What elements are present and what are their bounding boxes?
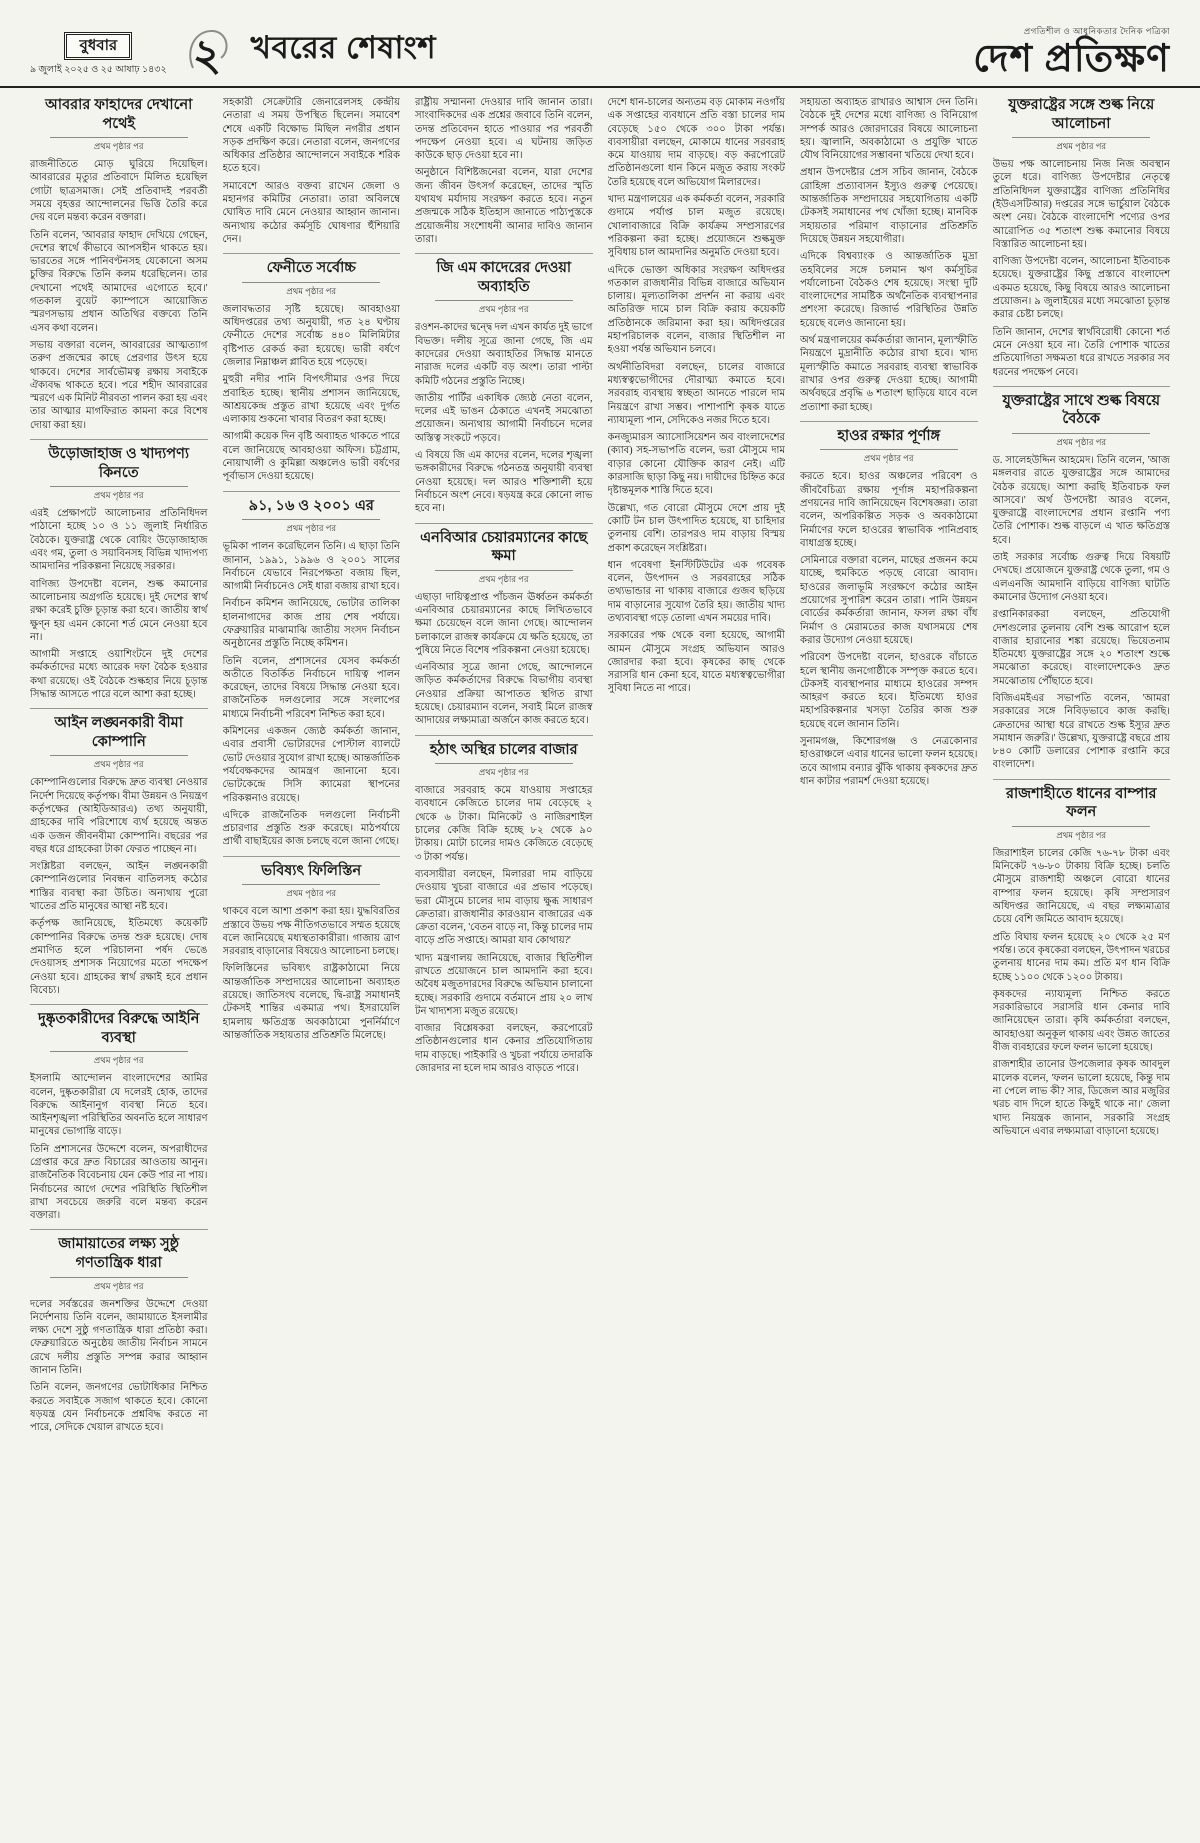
article-paragraph: আগামী সপ্তাহে ওয়াশিংটনে দুই দেশের কর্মকর্তাদের মধ্যে আরেক দফা বৈঠক হওয়ার কথা রয়েছে। ওই বৈঠকে শুল্কহার নিয়ে চূড়ান্ত সিদ্ধান্ত আসতে পারে বলে আশা করা হচ্ছে।	[30, 649, 208, 700]
weekday-label: বুধবার	[79, 38, 118, 54]
article-paragraph: অর্থ মন্ত্রণালয়ের কর্মকর্তারা জানান, মূল্যস্ফীতি নিয়ন্ত্রণে মুদ্রানীতি কঠোর রাখা হবে। খাদ্য মূল্যস্ফীতি কমাতে সরবরাহ ব্যবস্থা স্বাভাবিক রাখার ওপর গুরুত্ব দেওয়া হচ্ছে। আগামী অর্থবছরে প্রবৃদ্ধি ৬ শতাংশ ছাড়িয়ে যাবে বলে প্রত্যাশা করা হচ্ছে।	[800, 335, 978, 413]
article-headline: ফেনীতে সর্বোচ্চ	[223, 253, 401, 282]
continued-from-label: প্রথম পৃষ্ঠার পর	[1012, 433, 1150, 450]
article-paragraph: সভায় বক্তারা বলেন, আবরারের আত্মত্যাগ তরুণ প্রজন্মের কাছে প্রেরণার উৎস হয়ে থাকবে। দেশের সার্বভৌমত্ব রক্ষায় সবাইকে ঐক্যবদ্ধ থাকতে হবে। পরে শহীদ আবরারের স্মরণে এক মিনিট নীরবতা পালন করা হয় এবং তার আত্মার মাগফিরাত কামনা করে বিশেষ দোয়া করা হয়।	[30, 339, 208, 431]
article-paragraph: তাই সরকার সর্বোচ্চ গুরুত্ব দিয়ে বিষয়টি দেখছে। প্রয়োজনে যুক্তরাষ্ট্র থেকে তুলা, গম ও এলএনজি আমদানি বাড়িয়ে বাণিজ্য ঘাটতি কমানোর উদ্যোগ নেওয়া হবে।	[992, 552, 1170, 603]
article-headline: দুষ্কৃতকারীদের বিরুদ্ধে আইনি ব্যবস্থা	[30, 1004, 208, 1051]
continued-from-label: প্রথম পৃষ্ঠার পর	[242, 884, 380, 901]
paper-name: দেশ প্রতিক্ষণ	[973, 38, 1170, 80]
continued-from-label: প্রথম পৃষ্ঠার পর	[50, 755, 188, 772]
continued-from-label: প্রথম পৃষ্ঠার পর	[435, 300, 573, 317]
page-number: ২	[192, 31, 222, 80]
continued-from-label: প্রথম পৃষ্ঠার পর	[1012, 137, 1150, 154]
continued-from-label: প্রথম পৃষ্ঠার পর	[242, 519, 380, 536]
continued-from-label: প্রথম পৃষ্ঠার পর	[50, 1051, 188, 1068]
continued-from-label: প্রথম পৃষ্ঠার পর	[242, 282, 380, 299]
article-paragraph: তিনি জানান, দেশের স্বার্থবিরোধী কোনো শর্ত মেনে নেওয়া হবে না। তৈরি পোশাক খাতের প্রতিযোগিতা সক্ষমতা ধরে রাখতে সরকার সব ধরনের পদক্ষেপ নেবে।	[992, 326, 1170, 378]
article-paragraph: রাষ্ট্রীয় সম্মাননা দেওয়ার দাবি জানান তারা। সাংবাদিকদের এক প্রশ্নের জবাবে তিনি বলেন, তদন্ত প্রতিবেদন হাতে পাওয়ার পর পরবর্তী পদক্ষেপ নেওয়া হবে। এ ঘটনায় জড়িত কাউকে ছাড় দেওয়া হবে না।	[415, 97, 593, 162]
article-paragraph: জিরাশাইল চালের কেজি ৭৬-৭৮ টাকা এবং মিনিকেট ৭৬-৮০ টাকায় বিক্রি হচ্ছে। চলতি মৌসুমে রাজশাহী অঞ্চলে বোরো ধানের বাম্পার ফলন হয়েছে। কৃষি সম্প্রসারণ অধিদপ্তর জানিয়েছে, এ বছর লক্ষ্যমাত্রার চেয়ে বেশি জমিতে আবাদ হয়েছে।	[992, 847, 1170, 926]
news-column-3	[415, 96, 593, 1829]
article-paragraph: বাজার বিশ্লেষকরা বলছেন, করপোরেট প্রতিষ্ঠানগুলোর ধান কেনার প্রতিযোগিতায় দাম বাড়ছে। পাইকারি ও খুচরা পর্যায়ে তদারকি জোরদার না হলে দাম আরও বাড়তে পারে।	[415, 1023, 593, 1075]
weekday-box	[64, 32, 132, 60]
article-paragraph: এদিকে বিশ্বব্যাংক ও আন্তর্জাতিক মুদ্রা তহবিলের সঙ্গে চলমান ঋণ কর্মসূচির পর্যালোচনা বৈঠকও শেষ হয়েছে। সংস্থা দুটি বাংলাদেশের সামষ্টিক অর্থনৈতিক ব্যবস্থাপনার প্রশংসা করেছে। রিজার্ভ পরিস্থিতির উন্নতি হয়েছে বলেও জানানো হয়।	[800, 251, 978, 329]
article-paragraph: সুনামগঞ্জ, কিশোরগঞ্জ ও নেত্রকোনার হাওরাঞ্চলে এবার ধানের ভালো ফলন হয়েছে। তবে আগাম বন্যার ঝুঁকি থাকায় কৃষকদের দ্রুত ধান কাটার পরামর্শ দেওয়া হয়েছে।	[800, 736, 978, 787]
article-paragraph: বাজারে সরবরাহ কমে যাওয়ায় সপ্তাহের ব্যবধানে কেজিতে চালের দাম বেড়েছে ২ থেকে ৬ টাকা। মিনিকেট ও নাজিরশাইল চালের কেজি বিক্রি হচ্ছে ৮২ থেকে ৯০ টাকায়। মোটা চালের দামও কেজিতে বেড়েছে ৩ টাকা পর্যন্ত।	[415, 785, 593, 863]
section-title: খবরের শেষাংশ	[250, 30, 437, 65]
page-header	[0, 0, 1200, 88]
article-headline: জামায়াতের লক্ষ্য সুষ্ঠু গণতান্ত্রিক ধারা	[30, 1229, 208, 1276]
date-line: ৯ জুলাই ২০২৫ ও ২৫ আষাঢ় ১৪৩২	[30, 65, 167, 75]
article-headline: হাওর রক্ষার পূর্ণাঙ্গ	[800, 421, 978, 450]
article-paragraph: উল্লেখ্য, গত বোরো মৌসুমে দেশে প্রায় দুই কোটি টন চাল উৎপাদিত হয়েছে, যা চাহিদার তুলনায় বেশি। তারপরও দাম বাড়ায় বিস্ময় প্রকাশ করেছেন সংশ্লিষ্টরা।	[607, 502, 785, 554]
article-headline: রাজশাহীতে ধানের বাম্পার ফলন	[993, 779, 1171, 826]
article-paragraph: মুহুরী নদীর পানি বিপৎসীমার ওপর দিয়ে প্রবাহিত হচ্ছে। স্থানীয় প্রশাসন জানিয়েছে, আশ্রয়কেন্দ্র প্রস্তুত রাখা হয়েছে এবং দুর্গত এলাকায় শুকনো খাবার বিতরণ করা হচ্ছে।	[222, 374, 400, 426]
continued-from-label: প্রথম পৃষ্ঠার পর	[50, 1277, 188, 1294]
article-paragraph: জলাবদ্ধতার সৃষ্টি হয়েছে। আবহাওয়া অধিদপ্তরের তথ্য অনুযায়ী, গত ২৪ ঘণ্টায় ফেনীতে দেশের সর্বোচ্চ ৪৪০ মিলিমিটার বৃষ্টিপাত রেকর্ড করা হয়েছে। ভারী বর্ষণে জেলার নিম্নাঞ্চল প্লাবিত হয়ে পড়েছে।	[222, 303, 400, 368]
article-paragraph: জাতীয় পার্টির একাধিক জ্যেষ্ঠ নেতা বলেন, দলের এই ভাঙন ঠেকাতে এখনই সমঝোতা প্রয়োজন। অন্যথায় আগামী নির্বাচনে দলের অস্তিত্ব সংকটে পড়বে।	[415, 392, 593, 444]
article-paragraph: আগামী কয়েক দিন বৃষ্টি অব্যাহত থাকতে পারে বলে জানিয়েছে আবহাওয়া অফিস। চট্টগ্রাম, নোয়াখালী ও কুমিল্লা অঞ্চলেও ভারী বর্ষণের পূর্বাভাস দেওয়া হয়েছে।	[222, 431, 400, 483]
article-paragraph: অনুষ্ঠানে বিশিষ্টজনেরা বলেন, যারা দেশের জন্য জীবন উৎসর্গ করেছেন, তাদের স্মৃতি যথাযথ মর্যাদায় সংরক্ষণ করতে হবে। নতুন প্রজন্মকে সঠিক ইতিহাস জানাতে পাঠ্যপুস্তকে প্রয়োজনীয় সংশোধনী আনার দাবিও জানান তারা।	[415, 167, 593, 245]
article-paragraph: কোম্পানিগুলোর বিরুদ্ধে দ্রুত ব্যবস্থা নেওয়ার নির্দেশ দিয়েছে কর্তৃপক্ষ। বীমা উন্নয়ন ও নিয়ন্ত্রণ কর্তৃপক্ষের (আইডিআরএ) তথ্য অনুযায়ী, গ্রাহকের দাবি পরিশোধে ব্যর্থ হয়েছে অন্তত এক ডজন জীবনবীমা কোম্পানি। বছরের পর বছর ধরে গ্রাহকেরা টাকা ফেরত পাচ্ছেন না।	[30, 777, 208, 855]
article-paragraph: এরই প্রেক্ষাপটে আলোচনার প্রতিনিধিদল পাঠানো হচ্ছে ১০ ও ১১ জুলাই নির্ধারিত বৈঠকে। যুক্তরাষ্ট্র থেকে বোয়িং উড়োজাহাজ এবং গম, তুলা ও সয়াবিনসহ বিভিন্ন খাদ্যপণ্য আমদানির পরিকল্পনা নিয়েছে সরকার।	[30, 508, 208, 573]
article-paragraph: দেশে ধান-চালের অন্যতম বড় মোকাম নওগাঁয় এক সপ্তাহের ব্যবধানে প্রতি বস্তা চালের দাম বেড়েছে ১৫০ থেকে ৩০০ টাকা পর্যন্ত। ব্যবসায়ীরা বলছেন, মোকামে ধানের সরবরাহ কমে যাওয়ায় দাম বাড়ছে। বড় করপোরেট প্রতিষ্ঠানগুলো ধান কিনে মজুত করায় সংকট তৈরি হয়েছে বলে অভিযোগ মিলারদের।	[607, 97, 785, 188]
article-paragraph: খাদ্য মন্ত্রণালয় জানিয়েছে, বাজার স্থিতিশীল রাখতে প্রয়োজনে চাল আমদানি করা হবে। অবৈধ মজুতদারদের বিরুদ্ধে অভিযান চালানো হচ্ছে। সরকারি গুদামে বর্তমানে প্রায় ২০ লাখ টন খাদ্যশস্য মজুত রয়েছে।	[415, 952, 593, 1017]
article-paragraph: কমিশনের একজন জ্যেষ্ঠ কর্মকর্তা জানান, এবার প্রবাসী ভোটারদের পোস্টাল ব্যালটে ভোট দেওয়ার সুযোগ রাখা হচ্ছে। আন্তর্জাতিক পর্যবেক্ষকদের আমন্ত্রণ জানানো হবে। ভোটকেন্দ্রে সিসি ক্যামেরা স্থাপনের পরিকল্পনাও রয়েছে।	[222, 726, 400, 804]
article-paragraph: কর্তৃপক্ষ জানিয়েছে, ইতিমধ্যে কয়েকটি কোম্পানির বিরুদ্ধে তদন্ত শুরু হয়েছে। দোষ প্রমাণিত হলে পরিচালনা পর্ষদ ভেঙে দেওয়াসহ প্রশাসক নিয়োগের মতো পদক্ষেপ নেওয়া হবে। গ্রাহকের স্বার্থ রক্ষাই হবে প্রধান বিবেচ্য।	[30, 918, 208, 996]
article-paragraph: ব্যবসায়ীরা বলছেন, মিলাররা দাম বাড়িয়ে দেওয়ায় খুচরা বাজারে এর প্রভাব পড়েছে। ভরা মৌসুমে চালের দাম বাড়ায় ক্ষুব্ধ সাধারণ ক্রেতারা। রাজধানীর কারওয়ান বাজারের এক ক্রেতা বলেন, 'বেতন বাড়ে না, কিন্তু চালের দাম বাড়ে প্রতি সপ্তাহে। আমরা যাব কোথায়?'	[415, 868, 593, 947]
article-headline: হঠাৎ অস্থির চালের বাজার	[415, 735, 593, 764]
article-paragraph: তিনি বলেন, 'আবরার ফাহাদ দেখিয়ে গেছেন, দেশের স্বার্থে কীভাবে আপসহীন থাকতে হয়। ভারতের সঙ্গে পানিবণ্টনসহ যেকোনো অসম চুক্তির বিরুদ্ধে তিনি কলম ধরেছিলেন। তার দেখানো পথেই আমাদের এগোতে হবে।' গতকাল বুয়েট ক্যাম্পাসে আয়োজিত স্মরণসভায় প্রধান অতিথির বক্তব্যে তিনি এসব কথা বলেন।	[30, 229, 208, 334]
article-paragraph: সরকারের পক্ষ থেকে বলা হয়েছে, আগামী আমন মৌসুমে সংগ্রহ অভিযান আরও জোরদার করা হবে। কৃষকের কাছ থেকে সরাসরি ধান কেনা হবে, যাতে মধ্যস্বত্বভোগীরা সুবিধা নিতে না পারে।	[607, 630, 785, 695]
article-paragraph: অর্থনীতিবিদরা বলছেন, চালের বাজারে মধ্যস্বত্বভোগীদের দৌরাত্ম্য কমাতে হবে। সরবরাহ ব্যবস্থায় স্বচ্ছতা আনতে পারলে দাম নিয়ন্ত্রণে রাখা সম্ভব। পাশাপাশি কৃষক যাতে ন্যায্যমূল্য পান, সেদিকেও নজর দিতে হবে।	[607, 361, 785, 426]
article-paragraph: এ বিষয়ে জি এম কাদের বলেন, দলের শৃঙ্খলা ভঙ্গকারীদের বিরুদ্ধে গঠনতন্ত্র অনুযায়ী ব্যবস্থা নেওয়া হয়েছে। দল আরও শক্তিশালী হয়ে নির্বাচনে অংশ নেবে। ষড়যন্ত্র করে কোনো লাভ হবে না।	[415, 450, 593, 515]
article-paragraph: ভূমিকা পালন করেছিলেন তিনি। এ ছাড়া তিনি জানান, ১৯৯১, ১৯৯৬ ও ২০০১ সালের নির্বাচনে যেভাবে নিরপেক্ষতা বজায় ছিল, আগামী নির্বাচনেও সেই ধারা বজায় রাখা হবে।	[222, 541, 400, 593]
article-paragraph: রওশন-কাদের দ্বন্দ্বে দল এখন কার্যত দুই ভাগে বিভক্ত। দলীয় সূত্রে জানা গেছে, জি এম কাদেরের দেওয়া অব্যাহতির সিদ্ধান্ত মানতে নারাজ দলের একটি বড় অংশ। তারা পাল্টা কমিটি গঠনের প্রস্তুতি নিচ্ছে।	[415, 322, 593, 387]
continued-from-label: প্রথম পৃষ্ঠার পর	[820, 449, 958, 466]
news-column-1	[30, 96, 208, 1829]
continued-from-label: প্রথম পৃষ্ঠার পর	[1012, 826, 1150, 843]
continued-from-label: প্রথম পৃষ্ঠার পর	[435, 763, 573, 780]
article-paragraph: দলের সর্বস্তরের জনশক্তির উদ্দেশে দেওয়া নির্দেশনায় তিনি বলেন, জামায়াতে ইসলামীর লক্ষ্য দেশে সুষ্ঠু গণতান্ত্রিক ধারা প্রতিষ্ঠা করা। ফেব্রুয়ারিতে অনুষ্ঠেয় জাতীয় নির্বাচন সামনে রেখে দলীয় প্রস্তুতি সম্পন্ন করার আহ্বান জানান তিনি।	[30, 1298, 208, 1377]
article-paragraph: খাদ্য মন্ত্রণালয়ের এক কর্মকর্তা বলেন, সরকারি গুদামে পর্যাপ্ত চাল মজুত রয়েছে। খোলাবাজারে বিক্রি কার্যক্রম সম্প্রসারণের পরিকল্পনা করা হচ্ছে। প্রয়োজনে শুল্কমুক্ত সুবিধায় চাল আমদানির অনুমতি দেওয়া হবে।	[607, 194, 785, 259]
article-headline: আইন লঙ্ঘনকারী বীমা কোম্পানি	[30, 708, 208, 755]
article-paragraph: প্রধান উপদেষ্টার প্রেস সচিব জানান, বৈঠকে রোহিঙ্গা প্রত্যাবাসন ইস্যুও গুরুত্ব পেয়েছে। আন্তর্জাতিক সম্প্রদায়ের সহযোগিতায় একটি টেকসই সমাধানের পথ খোঁজা হচ্ছে। মানবিক সহায়তার পরিমাণ বাড়ানোর প্রতিশ্রুতি দিয়েছে উন্নয়ন সহযোগীরা।	[800, 167, 978, 245]
article-paragraph: ইসলামি আন্দোলন বাংলাদেশের আমির বলেন, দুষ্কৃতকারীরা যে দলেরই হোক, তাদের বিরুদ্ধে আইনানুগ ব্যবস্থা নিতে হবে। আইনশৃঙ্খলা পরিস্থিতির অবনতি হলে সাধারণ মানুষের ভোগান্তি বাড়ে।	[30, 1073, 208, 1138]
article-paragraph: নির্বাচন কমিশন জানিয়েছে, ভোটার তালিকা হালনাগাদের কাজ প্রায় শেষ পর্যায়ে। ফেব্রুয়ারির মাঝামাঝি জাতীয় সংসদ নির্বাচন অনুষ্ঠানের প্রস্তুতি নিচ্ছে কমিশন।	[222, 598, 400, 650]
article-headline: এনবিআর চেয়ারম্যানের কাছে ক্ষমা	[415, 523, 593, 570]
article-headline: যুক্তরাষ্ট্রের সাথে শুল্ক বিষয়ে বৈঠকে	[993, 386, 1171, 433]
paper-tagline: প্রগতিশীল ও আধুনিকতার দৈনিক পত্রিকা	[1023, 26, 1170, 36]
article-paragraph: তিনি বলেন, জনগণের ভোটাধিকার নিশ্চিত করতে সবাইকে সজাগ থাকতে হবে। কোনো ষড়যন্ত্র যেন নির্বাচনকে প্রশ্নবিদ্ধ করতে না পারে, সেদিকে খেয়াল রাখতে হবে।	[30, 1382, 208, 1434]
continued-from-label: প্রথম পৃষ্ঠার পর	[435, 570, 573, 587]
article-paragraph: এদিকে ভোক্তা অধিকার সংরক্ষণ অধিদপ্তর গতকাল রাজধানীর বিভিন্ন বাজারে অভিযান চালায়। মূল্যতালিকা প্রদর্শন না করায় এবং অতিরিক্ত দামে চাল বিক্রি করায় কয়েকটি প্রতিষ্ঠানকে জরিমানা করা হয়। অধিদপ্তরের মহাপরিচালক বলেন, বাজার স্থিতিশীল না হওয়া পর্যন্ত অভিযান চলবে।	[607, 264, 785, 356]
news-column-6	[993, 96, 1171, 1829]
article-paragraph: উভয় পক্ষ আলোচনায় নিজ নিজ অবস্থান তুলে ধরে। বাণিজ্য উপদেষ্টার নেতৃত্বে প্রতিনিধিদল যুক্তরাষ্ট্রের বাণিজ্য প্রতিনিধির (ইউএসটিআর) দপ্তরের সঙ্গে ভার্চুয়াল বৈঠকে অংশ নেয়। বৈঠকে বাংলাদেশি পণ্যের ওপর আরোপিত ৩৫ শতাংশ শুল্ক কমানোর বিষয়ে বিস্তারিত আলোচনা হয়।	[992, 159, 1170, 250]
article-paragraph: প্রতি বিঘায় ফলন হয়েছে ২০ থেকে ২৫ মণ পর্যন্ত। তবে কৃষকেরা বলছেন, উৎপাদন খরচের তুলনায় ধানের দাম কম। প্রতি মণ ধান বিক্রি হচ্ছে ১১০০ থেকে ১২০০ টাকায়।	[992, 931, 1170, 983]
article-paragraph: সেমিনারে বক্তারা বলেন, মাছের প্রজনন কমে যাচ্ছে, হুমকিতে পড়ছে বোরো আবাদ। হাওরের জলাভূমি সংরক্ষণে কঠোর আইন প্রয়োগের সুপারিশ করেন তারা। পানি উন্নয়ন বোর্ডের কর্মকর্তারা জানান, ফসল রক্ষা বাঁধ নির্মাণ ও মেরামতের কাজ যথাসময়ে শেষ করার উদ্যোগ নেওয়া হয়েছে।	[800, 555, 978, 646]
article-paragraph: বিজিএমইএর সভাপতি বলেন, 'আমরা সরকারের সঙ্গে নিবিড়ভাবে কাজ করছি। ক্রেতাদের আস্থা ধরে রাখতে শুল্ক ইস্যুর দ্রুত সমাধান জরুরি।' উল্লেখ্য, যুক্তরাষ্ট্রে বছরে প্রায় ৮৪০ কোটি ডলারের পোশাক রপ্তানি করে বাংলাদেশ।	[992, 692, 1170, 771]
article-paragraph: রাজশাহীর তানোর উপজেলার কৃষক আবদুল মালেক বলেন, 'ফলন ভালো হয়েছে, কিন্তু দাম না পেলে লাভ কী? সার, ডিজেল আর মজুরির খরচ বাদ দিলে হাতে কিছুই থাকে না।' জেলা খাদ্য নিয়ন্ত্রক জানান, সরকারি সংগ্রহ অভিযানে এবার লক্ষ্যমাত্রা বাড়ানো হয়েছে।	[992, 1059, 1170, 1137]
article-paragraph: কনজ্যুমারস অ্যাসোসিয়েশন অব বাংলাদেশের (ক্যাব) সহ-সভাপতি বলেন, ভরা মৌসুমে দাম বাড়ার কোনো যৌক্তিক কারণ নেই। এটি কারসাজি ছাড়া কিছু নয়। দায়ীদের চিহ্নিত করে দৃষ্টান্তমূলক শাস্তি দিতে হবে।	[607, 432, 785, 497]
article-headline: ৯১, ১৬ ও ২০০১ এর	[223, 491, 401, 520]
article-headline: জি এম কাদেরের দেওয়া অব্যাহতি	[415, 253, 593, 300]
article-paragraph: রাজনীতিতে মোড় ঘুরিয়ে দিয়েছিল। আবরারের মৃত্যুর প্রতিবাদে মিলিত হয়েছিল গোটা ছাত্রসমাজ। সেই প্রতিবাদই পরবর্তী সময়ে বৃহত্তর আন্দোলনের ভিত্তি তৈরি করে দেয় বলে মন্তব্য করেন বক্তারা।	[30, 159, 208, 224]
news-column-5	[800, 96, 978, 1829]
article-paragraph: বাণিজ্য উপদেষ্টা বলেন, আলোচনা ইতিবাচক হয়েছে। যুক্তরাষ্ট্রের কিছু প্রস্তাবে বাংলাদেশ একমত হয়েছে, কিছু বিষয়ে আরও আলোচনা প্রয়োজন। ৯ জুলাইয়ের মধ্যে সমঝোতা চূড়ান্ত করার চেষ্টা চলছে।	[992, 256, 1170, 321]
article-paragraph: এছাড়া দায়িত্বপ্রাপ্ত পাঁচজন ঊর্ধ্বতন কর্মকর্তা এনবিআর চেয়ারম্যানের কাছে লিখিতভাবে ক্ষমা চেয়েছেন বলে জানা গেছে। আন্দোলন চলাকালে রাজস্ব কার্যক্রমে যে ক্ষতি হয়েছে, তা পুষিয়ে নিতে বিশেষ পরিকল্পনা নেওয়া হয়েছে।	[415, 591, 593, 656]
article-paragraph: বাণিজ্য উপদেষ্টা বলেন, শুল্ক কমানোর আলোচনায় অগ্রগতি হয়েছে। দুই দেশের স্বার্থ রক্ষা করেই চুক্তি চূড়ান্ত করা হবে। জাতীয় স্বার্থ ক্ষুণ্ন হয় এমন কোনো শর্ত মেনে নেওয়া হবে না।	[30, 578, 208, 643]
article-paragraph: সংশ্লিষ্টরা বলছেন, আইন লঙ্ঘনকারী কোম্পানিগুলোর নিবন্ধন বাতিলসহ কঠোর শাস্তির ব্যবস্থা করা উচিত। অন্যথায় পুরো খাতের প্রতি মানুষের আস্থা নষ্ট হবে।	[30, 861, 208, 913]
date-block	[30, 32, 167, 78]
article-paragraph: রপ্তানিকারকরা বলছেন, প্রতিযোগী দেশগুলোর তুলনায় বেশি শুল্ক আরোপ হলে বাজার হারানোর শঙ্কা রয়েছে। ভিয়েতনাম ইতিমধ্যে যুক্তরাষ্ট্রের সঙ্গে ২০ শতাংশ শুল্কে সমঝোতা করেছে। বাংলাদেশকেও দ্রুত সমঝোতায় পৌঁছাতে হবে।	[992, 609, 1170, 687]
article-paragraph: সহায়তা অব্যাহত রাখারও আশ্বাস দেন তিনি। বৈঠকে দুই দেশের মধ্যে বাণিজ্য ও বিনিয়োগ সম্পর্ক আরও জোরদারের বিষয়ে আলোচনা হয়। জ্বালানি, অবকাঠামো ও প্রযুক্তি খাতে যৌথ বিনিয়োগের সম্ভাবনা খতিয়ে দেখা হবে।	[800, 97, 978, 162]
continued-from-label: প্রথম পৃষ্ঠার পর	[50, 137, 188, 154]
article-paragraph: সহকারী সেক্রেটারি জেনারেলসহ কেন্দ্রীয় নেতারা এ সময় উপস্থিত ছিলেন। সমাবেশ শেষে একটি বিক্ষোভ মিছিল নগরীর প্রধান সড়ক প্রদক্ষিণ করে। নেতারা বলেন, জনগণের অধিকার প্রতিষ্ঠার আন্দোলনে সবাইকে শরিক হতে হবে।	[222, 97, 400, 175]
article-paragraph: সমাবেশে আরও বক্তব্য রাখেন জেলা ও মহানগর কমিটির নেতারা। তারা অবিলম্বে ঘোষিত দাবি মেনে নেওয়ার আহ্বান জানান। অন্যথায় কঠোর কর্মসূচি ঘোষণার হুঁশিয়ারি দেন।	[222, 180, 400, 245]
continued-from-label: প্রথম পৃষ্ঠার পর	[50, 486, 188, 503]
article-paragraph: এনবিআর সূত্রে জানা গেছে, আন্দোলনে জড়িত কর্মকর্তাদের বিরুদ্ধে বিভাগীয় ব্যবস্থা নেওয়ার প্রক্রিয়া আপাতত স্থগিত রাখা হয়েছে। চেয়ারম্যান বলেন, সবাই মিলে রাজস্ব আদায়ের লক্ষ্যমাত্রা অর্জনে কাজ করতে হবে।	[415, 662, 593, 727]
article-headline: যুক্তরাষ্ট্রের সঙ্গে শুল্ক নিয়ে আলোচনা	[1008, 97, 1155, 132]
article-paragraph: থাকবে বলে আশা প্রকাশ করা হয়। যুদ্ধবিরতির প্রস্তাবে উভয় পক্ষ নীতিগতভাবে সম্মত হয়েছে বলে জানিয়েছে মধ্যস্থতাকারীরা। গাজায় ত্রাণ সরবরাহ বাড়ানোর বিষয়েও আলোচনা চলছে।	[222, 906, 400, 958]
columns	[0, 88, 1200, 1843]
article-paragraph: করতে হবে। হাওর অঞ্চলের পরিবেশ ও জীববৈচিত্র্য রক্ষায় পূর্ণাঙ্গ মহাপরিকল্পনা প্রণয়নের দাবি জানিয়েছেন বিশেষজ্ঞরা। তারা বলেন, অপরিকল্পিত সড়ক ও অবকাঠামো নির্মাণের ফলে হাওরের স্বাভাবিক পানিপ্রবাহ বাধাগ্রস্ত হচ্ছে।	[800, 471, 978, 549]
masthead	[973, 25, 1170, 78]
news-column-4	[608, 96, 786, 1829]
article-paragraph: পরিবেশ উপদেষ্টা বলেন, হাওরকে বাঁচাতে হলে স্থানীয় জনগোষ্ঠীকে সম্পৃক্ত করতে হবে। টেকসই ব্যবস্থাপনার মাধ্যমে হাওরের সম্পদ আহরণ করতে হবে। ইতিমধ্যে হাওর মহাপরিকল্পনার খসড়া তৈরির কাজ শুরু হয়েছে বলে জানান তিনি।	[800, 652, 978, 730]
article-headline: উড়োজাহাজ ও খাদ্যপণ্য কিনতে	[30, 439, 208, 486]
article-paragraph: তিনি প্রশাসনের উদ্দেশে বলেন, অপরাধীদের গ্রেপ্তার করে দ্রুত বিচারের আওতায় আনুন। রাজনৈতিক বিবেচনায় যেন কেউ পার না পায়। নির্বাচনের আগে দেশের পরিস্থিতি স্থিতিশীল রাখা সবচেয়ে জরুরি বলে মন্তব্য করেন বক্তারা।	[30, 1143, 208, 1222]
article-headline: আবরার ফাহাদের দেখানো পথেই	[45, 97, 193, 132]
article-paragraph: এদিকে রাজনৈতিক দলগুলো নির্বাচনী প্রচারণার প্রস্তুতি শুরু করেছে। মাঠপর্যায়ে প্রার্থী বাছাইয়ের কাজ চলছে বলে জানা গেছে।	[222, 809, 400, 848]
article-paragraph: কৃষকদের ন্যায্যমূল্য নিশ্চিত করতে সরকারিভাবে সরাসরি ধান কেনার দাবি জানিয়েছেন তারা। কৃষি কর্মকর্তারা বলছেন, আবহাওয়া অনুকূল থাকায় এবং উন্নত জাতের বীজ ব্যবহারের ফলে ফলন ভালো হয়েছে।	[992, 988, 1170, 1054]
article-paragraph: ফিলিস্তিনের ভবিষ্যৎ রাষ্ট্রকাঠামো নিয়ে আন্তর্জাতিক সম্প্রদায়ের আলোচনা অব্যাহত রয়েছে। জাতিসংঘ বলেছে, দ্বি-রাষ্ট্র সমাধানই টেকসই শান্তির একমাত্র পথ। ইসরায়েলি হামলায় ক্ষতিগ্রস্ত অবকাঠামো পুনর্নির্মাণে আন্তর্জাতিক সহায়তার প্রতিশ্রুতি মিলেছে।	[222, 963, 400, 1041]
news-column-2	[223, 96, 401, 1829]
article-paragraph: ড. সালেহউদ্দিন আহমেদ। তিনি বলেন, 'আজ মঙ্গলবার রাতে যুক্তরাষ্ট্রের সঙ্গে আমাদের বৈঠক রয়েছে। আশা করছি ইতিবাচক ফল আসবে।' অর্থ উপদেষ্টা আরও বলেন, যুক্তরাষ্ট্রে বাংলাদেশের প্রধান রপ্তানি পণ্য তৈরি পোশাক। শুল্ক বাড়লে এ খাত ক্ষতিগ্রস্ত হবে।	[992, 454, 1170, 546]
article-paragraph: ধান গবেষণা ইনস্টিটিউটের এক গবেষক বলেন, উৎপাদন ও সরবরাহের সঠিক তথ্যভান্ডার না থাকায় বাজারে গুজব ছড়িয়ে দাম বাড়ানোর সুযোগ তৈরি হয়। জাতীয় খাদ্য তথ্যব্যবস্থা গড়ে তোলা এখন সময়ের দাবি।	[607, 559, 785, 624]
page-number-ornament	[181, 20, 237, 78]
article-paragraph: তিনি বলেন, প্রশাসনের যেসব কর্মকর্তা অতীতে বিতর্কিত নির্বাচনে দায়িত্ব পালন করেছেন, তাদের বিষয়ে সিদ্ধান্ত নেওয়া হবে। রাজনৈতিক দলগুলোর সঙ্গে সংলাপের মাধ্যমে নির্বাচনী পরিবেশ নিশ্চিত করা হবে।	[222, 655, 400, 720]
article-headline: ভবিষ্যৎ ফিলিস্তিন	[223, 856, 401, 885]
